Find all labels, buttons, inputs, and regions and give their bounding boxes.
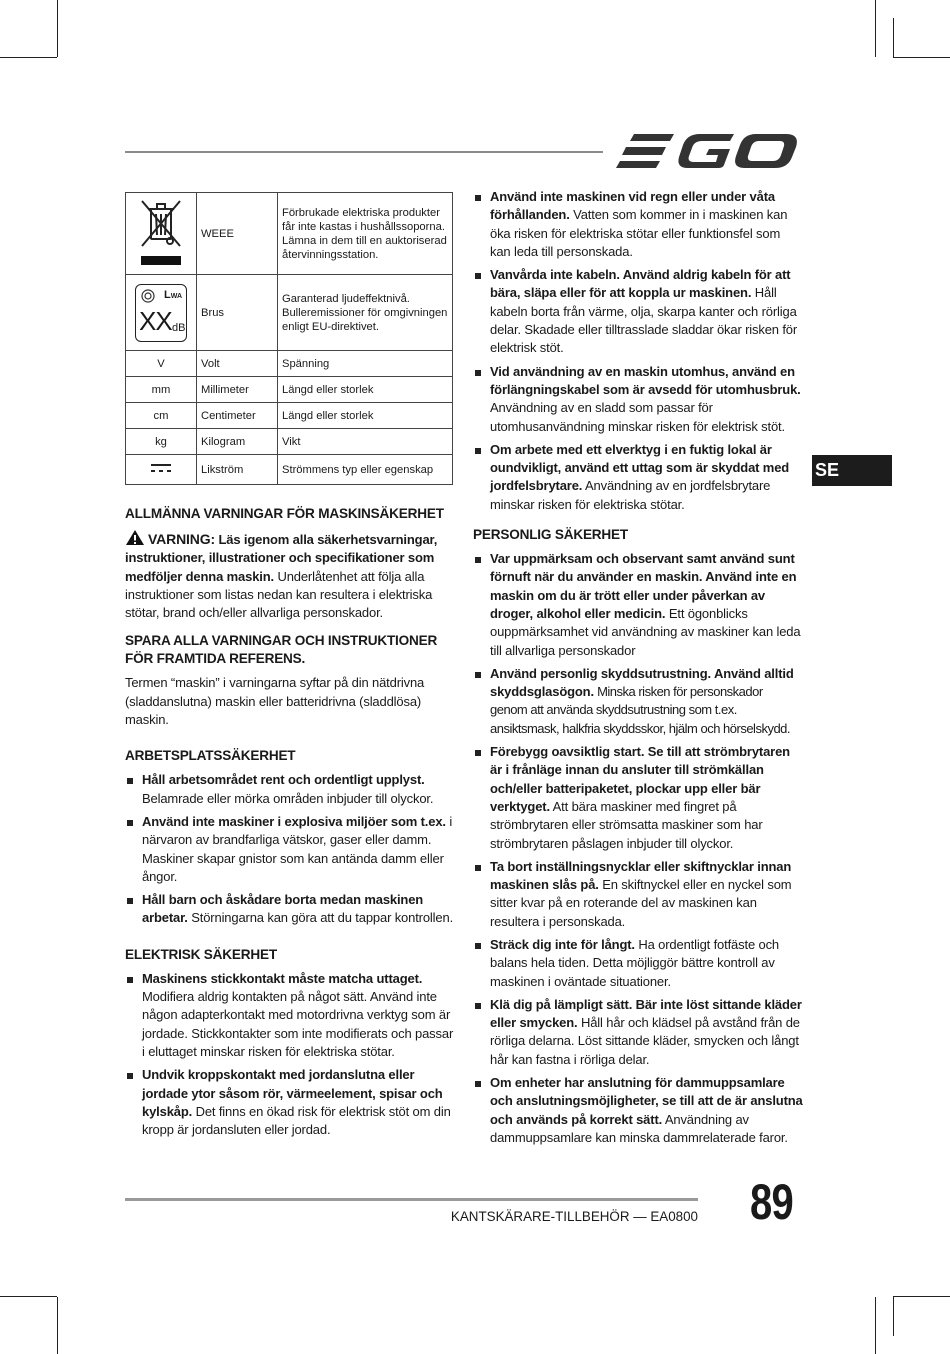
table-row — [126, 351, 453, 377]
list-item-bold: Sträck dig inte för långt. — [490, 936, 635, 952]
table-description: Spänning — [278, 351, 453, 377]
list-item-text: i närvaron av brandfarliga vätskor, gaser eller damm. Maskiner skapar gnistor som kan antända damm eller ångor. — [142, 813, 453, 884]
header-rule — [125, 151, 603, 153]
table-term: Millimeter — [197, 377, 278, 403]
table-term: Volt — [197, 351, 278, 377]
list-item-bold: Klä dig på lämpligt sätt. Bär inte löst sittande kläder eller smycken. — [490, 996, 802, 1031]
table-description: Förbrukade elektriska produkter får inte kastas i hushållssoporna. Lämna in dem till en auktoriserad återvinningsstation. — [278, 193, 453, 275]
list-item-text: Ett ögonblicks ouppmärksamhet vid användning av maskiner kan leda till allvarliga personskador — [490, 605, 801, 658]
list-item-text: En skiftnyckel eller en nyckel som sitter kvar på en roterande del av maskinen kan resultera i personskada. — [490, 877, 792, 929]
table-description: Garanterad ljudeffektnivå. Bulleremissioner för omgivningen enligt EU-direktivet. — [278, 275, 453, 351]
list-item-bold: Var uppmärksam och observant samt använd sunt förnuft när du använder en maskin. Använd inte en maskin om du är trött eller under påverkan av droger, alkohol eller medicin. — [490, 551, 797, 621]
speaker-icon — [140, 288, 156, 304]
warning-text: Underlåtenhet att följa alla instruktioner som listas nedan kan resultera i elektriska stötar, brand och/eller allvarliga personskador. — [125, 568, 433, 621]
list-item-text: Ha ordentligt fotfäste och balans hela tiden. Detta möjliggör bättre kontroll av maskinen i oväntade situationer. — [490, 936, 779, 989]
list-item — [473, 996, 803, 1069]
warning-bold: Läs igenom alla säkerhetsvarningar, instruktioner, illustrationer och specifikationer som medföljer denna maskin. — [125, 532, 438, 584]
sound-unit: dB — [172, 321, 186, 334]
list-item — [473, 936, 803, 991]
list-item-bold: Undvik kroppskontakt med jordanslutna eller jordade ytor såsom rör, värmeelement, spisar och kylskåp. — [142, 1067, 443, 1119]
list-item-text: Användning av en jordfelsbrytare minskar risken för elektriska stötar. — [490, 478, 771, 512]
list-item — [473, 266, 803, 357]
symbols-table — [125, 192, 453, 485]
list-item — [473, 441, 803, 514]
warning-triangle-icon — [125, 529, 145, 546]
section-heading-personal: PERSONLIG SÄKERHET — [473, 527, 629, 543]
page-number: 89 — [750, 1174, 793, 1230]
table-description: Vikt — [278, 429, 453, 455]
weee-symbol-cell — [126, 193, 197, 275]
crop-mark — [875, 1297, 876, 1354]
list-item — [125, 1066, 455, 1139]
electric-list-right — [473, 188, 803, 514]
table-term: WEEE — [197, 193, 278, 275]
list-item — [125, 891, 455, 928]
table-description: Längd eller storlek — [278, 403, 453, 429]
table-term: Kilogram — [197, 429, 278, 455]
section-heading-save: SPARA ALLA VARNINGAR OCH INSTRUKTIONER FÖR FRAMTIDA REFERENS. — [125, 633, 438, 667]
list-item-bold: Använd personlig skyddsutrustning. Använd alltid skyddsglasögon. — [490, 665, 794, 700]
crop-mark — [893, 1297, 894, 1336]
sound-value-placeholder: XX — [139, 305, 172, 336]
table-symbol: kg — [126, 429, 197, 455]
crop-mark — [0, 1296, 57, 1297]
table-row — [126, 275, 453, 351]
table-description: Strömmens typ eller egenskap — [278, 455, 453, 485]
list-item-bold: Vid användning av en maskin utomhus, använd en förlängningskabel som är avsedd för utomhusbruk. — [490, 363, 801, 397]
sound-power-label-icon — [135, 284, 187, 342]
crop-mark — [0, 57, 57, 58]
table-row — [126, 455, 453, 485]
list-item-text: Modifiera aldrig kontakten på något sätt. Använd inte någon adapterkontakt med motordrivna verktyg som är jordade. Stickkontakter som inte modifierats och passar i eluttaget minskar risken för elektriska stötar. — [142, 989, 454, 1059]
list-item-bold: Använd inte maskiner i explosiva miljöer som t.ex. — [142, 813, 446, 829]
sound-label-wa: WA — [170, 292, 183, 300]
list-item-text: Vatten som kommer in i maskinen kan öka risken för elektriska stötar eller funktionsfel som kan leda till personskada. — [490, 207, 788, 259]
electric-list-left — [125, 970, 455, 1140]
list-item-bold: Håll arbetsområdet rent och ordentligt upplyst. — [142, 772, 425, 788]
footer-rule — [125, 1198, 698, 1201]
list-item — [473, 363, 803, 436]
weee-crossed-bin-icon — [137, 196, 185, 268]
ego-logo — [616, 130, 800, 172]
list-item — [473, 858, 803, 931]
table-row — [126, 403, 453, 429]
table-term: Centimeter — [197, 403, 278, 429]
list-item-text: Att bära maskiner med fingret på strömbrytaren eller strömsatta maskiner som har strömbrytaren påslagen inbjuder till olyckor. — [490, 798, 763, 851]
table-description: Längd eller storlek — [278, 377, 453, 403]
list-item-text: Håll kabeln borta från värme, olja, skarpa kanter och rörliga delar. Skadade eller tilltrasslade sladdar ökar risken för elektrisk stöt. — [490, 285, 798, 356]
left-column — [125, 192, 455, 1144]
list-item — [473, 743, 803, 853]
table-symbol: V — [126, 351, 197, 377]
list-item — [125, 771, 455, 808]
list-item — [473, 1074, 803, 1147]
table-term: Likström — [197, 455, 278, 485]
list-item-bold: Använd inte maskinen vid regn eller under våta förhållanden. — [490, 189, 775, 223]
personal-list — [473, 550, 803, 1147]
list-item-text: Störningarna kan göra att du tappar kontrollen. — [187, 910, 454, 926]
right-column — [473, 188, 803, 1152]
list-item-bold: Om arbete med ett elverktyg i en fuktig lokal är oundvikligt, använd ett uttag som är skyddat med jordfelsbrytare. — [490, 441, 790, 494]
list-item-bold: Om enheter har anslutning för dammuppsamlare och anslutningsmöjligheter, se till att de är anslutna och används på korrekt sätt. — [490, 1075, 803, 1127]
dc-symbol-cell — [126, 455, 197, 485]
crop-mark — [893, 57, 950, 58]
footer-product: KANTSKÄRARE-TILLBEHÖR — EA0800 — [450, 1209, 698, 1224]
list-item-bold: Förebygg oavsiktlig start. Se till att strömbrytaren är i frånläge innan du ansluter till strömkällan och/eller batteripaketet, plockar upp eller bär verktyget. — [490, 744, 790, 814]
table-symbol: mm — [126, 377, 197, 403]
crop-mark — [893, 18, 894, 57]
list-item-text: Användning av en sladd som passar för utomhusanvändning minskar risken för elektrisk stöt. — [490, 400, 785, 434]
workplace-list — [125, 771, 455, 927]
list-item-text: Belamrade eller mörka områden inbjuder till olyckor. — [142, 790, 434, 806]
crop-mark — [57, 0, 58, 57]
section-heading-general: ALLMÄNNA VARNINGAR FÖR MASKINSÄKERHET — [125, 506, 444, 521]
list-item — [125, 970, 455, 1061]
list-item-bold: Vanvårda inte kabeln. Använd aldrig kabeln för att bära, släpa eller för att koppla ur maskinen. — [490, 267, 791, 301]
list-item — [473, 550, 803, 660]
list-item-bold: Håll barn och åskådare borta medan maskinen arbetar. — [142, 892, 424, 926]
direct-current-icon — [150, 462, 172, 474]
table-row — [126, 429, 453, 455]
list-item-bold: Maskinens stickkontakt måste matcha uttaget. — [142, 970, 423, 986]
warning-paragraph — [125, 529, 455, 622]
crop-mark — [893, 1296, 950, 1297]
language-tab: SE — [812, 455, 892, 486]
table-row — [126, 377, 453, 403]
list-item — [125, 813, 455, 886]
crop-mark — [875, 0, 876, 57]
table-term: Brus — [197, 275, 278, 351]
list-item-text: Håll hår och klädsel på avstånd från de rörliga delarna. Löst sittande kläder, smycken och långt hår kan fastna i rörliga delar. — [490, 1015, 800, 1067]
table-symbol: cm — [126, 403, 197, 429]
crop-mark — [57, 1297, 58, 1354]
term-paragraph: Termen “maskin” i varningarna syftar på din nätdrivna (sladdanslutna) maskin eller batteridrivna (sladdlösa) maskin. — [125, 675, 425, 728]
list-item-text: Minska risken för personskador genom att använda skyddsutrustning som t.ex. ansiktsmask, halkfria skyddsskor, hjälm och hörselskydd. — [490, 684, 791, 736]
table-row — [126, 193, 453, 275]
list-item — [473, 665, 803, 738]
list-item-text: Användning av dammuppsamlare kan minska dammrelaterade faror. — [490, 1111, 788, 1145]
list-item — [473, 188, 803, 261]
list-item-bold: Ta bort inställningsnycklar eller skiftnycklar innan maskinen slås på. — [490, 858, 792, 893]
warning-label: VARNING: — [148, 531, 215, 547]
sound-label-l: L — [164, 288, 171, 301]
sound-symbol-cell — [126, 275, 197, 351]
section-heading-workplace: ARBETSPLATSSÄKERHET — [125, 748, 296, 764]
list-item-text: Det finns en ökad risk för elektrisk stöt om din kropp är jordansluten eller jordad. — [142, 1103, 451, 1138]
section-heading-electric: ELEKTRISK SÄKERHET — [125, 946, 277, 962]
